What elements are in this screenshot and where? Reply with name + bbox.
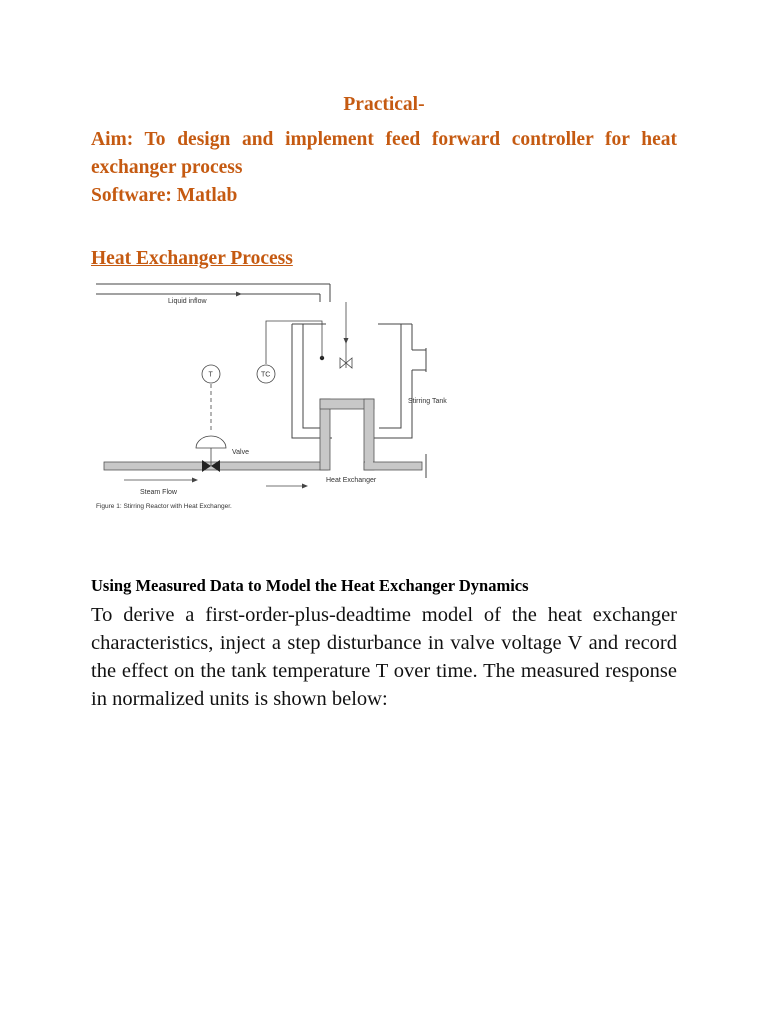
t-sensor-label: T bbox=[208, 371, 213, 379]
subheading: Using Measured Data to Model the Heat Exchanger Dynamics bbox=[91, 576, 529, 595]
software-text: Software: Matlab bbox=[91, 185, 238, 206]
tank-inlet-arrowhead bbox=[344, 338, 349, 344]
section-heading: Heat Exchanger Process bbox=[91, 248, 293, 269]
liquid-inflow-pipe bbox=[96, 284, 330, 302]
tc-label: TC bbox=[261, 371, 271, 379]
figure-caption: Figure 1: Stirring Reactor with Heat Exchanger. bbox=[96, 503, 232, 510]
liquid-inflow-arrowhead bbox=[236, 292, 242, 297]
liquid-inflow-label: Liquid inflow bbox=[168, 298, 207, 305]
aim-text: Aim: To design and implement feed forward controller for heat exchanger process bbox=[91, 129, 677, 178]
steam-flow-label: Steam Flow bbox=[140, 489, 177, 496]
tc-signal-line bbox=[266, 321, 322, 364]
steam-pipe bbox=[104, 399, 422, 470]
steam-flow-arrowhead bbox=[192, 478, 198, 483]
body-paragraph: To derive a first-order-plus-deadtime model of the heat exchanger characteristics, inject a step disturbance in valve voltage V and record the effect on the tank temperature T over time. The measured response in normalized units is shown below: bbox=[91, 604, 677, 710]
stirring-tank bbox=[292, 324, 426, 438]
valve-label: Valve bbox=[232, 449, 249, 456]
heat-exchanger-label: Heat Exchanger bbox=[326, 477, 377, 484]
heat-exchanger-diagram bbox=[96, 278, 447, 514]
stirring-tank-label: Stirring Tank bbox=[408, 398, 447, 405]
steam-flow-arrowhead-2 bbox=[302, 484, 308, 489]
practical-title: Practical- bbox=[343, 94, 425, 115]
